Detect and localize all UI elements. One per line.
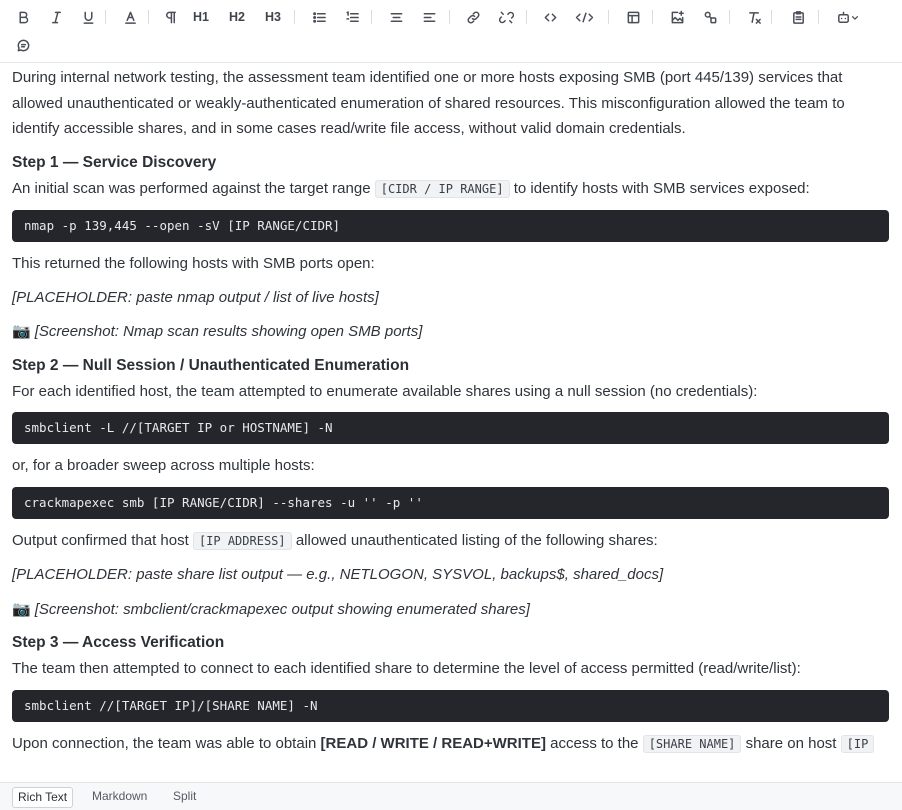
underline-button[interactable] <box>77 3 99 31</box>
robot-icon <box>836 10 851 25</box>
bold-icon <box>16 10 31 25</box>
clear-formatting-icon <box>747 10 762 25</box>
editor-mode-bar <box>0 782 902 810</box>
italic-icon <box>49 10 64 25</box>
heading-2-label: H2 <box>229 10 245 24</box>
link-button[interactable] <box>462 3 484 31</box>
shapes-icon <box>703 10 718 25</box>
align-left-button[interactable] <box>418 3 440 31</box>
intro-paragraph: During internal network testing, the assessment team identified one or more hosts exposing SMB (port 445/139) services that allowed unauthenticated or weakly-authenticated enumeration of shared resources. This misconfiguration allowed the team to identify accessible shares, and in some cases read/write file access, without valid domain credentials. <box>12 69 845 137</box>
step-3-access-level: [READ / WRITE / READ+WRITE] <box>320 734 546 752</box>
code-icon <box>543 10 558 25</box>
toolbar-divider <box>652 10 653 24</box>
heading-3-label: H3 <box>265 10 281 24</box>
heading-3-button[interactable] <box>262 3 284 31</box>
table-icon <box>626 10 641 25</box>
clear-formatting-button[interactable] <box>743 3 765 31</box>
heading-1-label: H1 <box>193 10 209 24</box>
step-1-text-before: An initial scan was performed against the target range <box>12 179 371 197</box>
link-icon <box>466 10 481 25</box>
step-1-screenshot-note <box>12 319 889 345</box>
code-block-smbclient-connect: smbclient //[TARGET IP]/[SHARE NAME] -N <box>12 690 889 722</box>
tab-split[interactable]: Split <box>173 789 197 803</box>
step-1-result: This returned the following hosts with SMB ports open: <box>12 255 375 272</box>
step-3-access-mid: access to the <box>550 734 639 752</box>
step-2-screenshot-text: [Screenshot: smbclient/crackmapexec output showing enumerated shares] <box>34 600 530 618</box>
comment-icon <box>16 38 31 53</box>
toolbar-divider <box>729 10 730 24</box>
step-2-heading: Step 2 — Null Session / Unauthenticated Enumeration <box>12 356 410 374</box>
step-3-access <box>12 731 889 758</box>
toolbar-divider <box>105 10 106 24</box>
toolbar-divider <box>608 10 609 24</box>
inline-code-button[interactable] <box>539 3 561 31</box>
step-3-access-after: share on host <box>745 734 837 752</box>
step-1-screenshot-text: [Screenshot: Nmap scan results showing open SMB ports] <box>34 323 423 340</box>
shapes-button[interactable] <box>699 3 721 31</box>
italic-button[interactable] <box>45 3 67 31</box>
ai-assistant-dropdown[interactable] <box>833 3 861 31</box>
step-3-access-before: Upon connection, the team was able to obtain <box>12 734 317 752</box>
paragraph-button[interactable] <box>159 3 181 31</box>
bullet-list-button[interactable] <box>308 3 330 31</box>
unlink-icon <box>499 10 514 25</box>
step-3-paragraph: The team then attempted to connect to each identified share to determine the level of access permitted (read/write/list): <box>12 660 801 677</box>
unlink-button[interactable] <box>495 3 517 31</box>
step-2-confirm-after: allowed unauthenticated listing of the following shares: <box>295 531 658 549</box>
inline-code-share: [SHARE NAME] <box>643 735 742 753</box>
code-block-button[interactable] <box>573 3 595 31</box>
code-block-icon <box>574 10 595 25</box>
text-color-icon <box>123 10 138 25</box>
inline-code-ip: [IP ADDRESS] <box>193 532 292 550</box>
step-2-confirm-before: Output confirmed that host <box>12 531 189 549</box>
step-2-or-text: or, for a broader sweep across multiple hosts: <box>12 457 315 474</box>
align-center-icon <box>389 10 404 25</box>
pilcrow-icon <box>163 10 178 25</box>
toolbar-divider <box>449 10 450 24</box>
toolbar-row-1 <box>0 3 902 31</box>
chevron-down-icon <box>851 10 859 25</box>
inline-code-ip-truncated: [IP <box>841 735 875 753</box>
step-2-placeholder: [PLACEHOLDER: paste share list output — e.g., NETLOGON, SYSVOL, backups$, shared_docs] <box>12 566 664 583</box>
step-1-paragraph <box>12 176 889 203</box>
code-block-smbclient-list: smbclient -L //[TARGET IP or HOSTNAME] -N <box>12 412 889 444</box>
tab-rich-text[interactable]: Rich Text <box>12 787 73 808</box>
step-2-confirm <box>12 528 889 555</box>
toolbar-row-2 <box>0 31 902 59</box>
bullet-list-icon <box>312 10 327 25</box>
heading-1-button[interactable] <box>190 3 212 31</box>
code-block-crackmapexec: crackmapexec smb [IP RANGE/CIDR] --shares -u '' -p '' <box>12 487 889 519</box>
align-left-icon <box>422 10 437 25</box>
step-2-screenshot-note <box>12 597 889 623</box>
bold-button[interactable] <box>12 3 34 31</box>
toolbar-divider <box>148 10 149 24</box>
step-3-heading: Step 3 — Access Verification <box>12 634 225 651</box>
align-center-button[interactable] <box>385 3 407 31</box>
camera-icon: 📷 <box>12 323 31 340</box>
step-2-paragraph: For each identified host, the team attempted to enumerate available shares using a null session (no credentials): <box>12 382 758 400</box>
step-1-heading: Step 1 — Service Discovery <box>12 153 217 171</box>
comment-button[interactable] <box>12 31 34 59</box>
toolbar-divider <box>294 10 295 24</box>
camera-icon: 📷 <box>12 600 31 618</box>
text-color-button[interactable] <box>119 3 141 31</box>
numbered-list-icon <box>345 10 360 25</box>
step-1-placeholder: [PLACEHOLDER: paste nmap output / list of live hosts] <box>12 288 379 306</box>
numbered-list-button[interactable] <box>341 3 363 31</box>
code-block-nmap: nmap -p 139,445 --open -sV [IP RANGE/CIDR] <box>12 210 889 242</box>
inline-code-range: [CIDR / IP RANGE] <box>375 180 510 198</box>
clipboard-button[interactable] <box>787 3 809 31</box>
tab-markdown[interactable]: Markdown <box>92 789 148 803</box>
toolbar-divider <box>818 10 819 24</box>
underline-icon <box>81 10 96 25</box>
heading-2-button[interactable] <box>226 3 248 31</box>
insert-image-button[interactable] <box>666 3 688 31</box>
table-button[interactable] <box>622 3 644 31</box>
editor-content[interactable] <box>0 64 902 782</box>
image-add-icon <box>670 10 685 25</box>
toolbar-divider <box>526 10 527 24</box>
editor-toolbar <box>0 0 902 63</box>
step-1-text-after: to identify hosts with SMB services exposed: <box>513 179 810 197</box>
toolbar-divider <box>371 10 372 24</box>
toolbar-divider <box>771 10 772 24</box>
clipboard-icon <box>791 10 806 25</box>
